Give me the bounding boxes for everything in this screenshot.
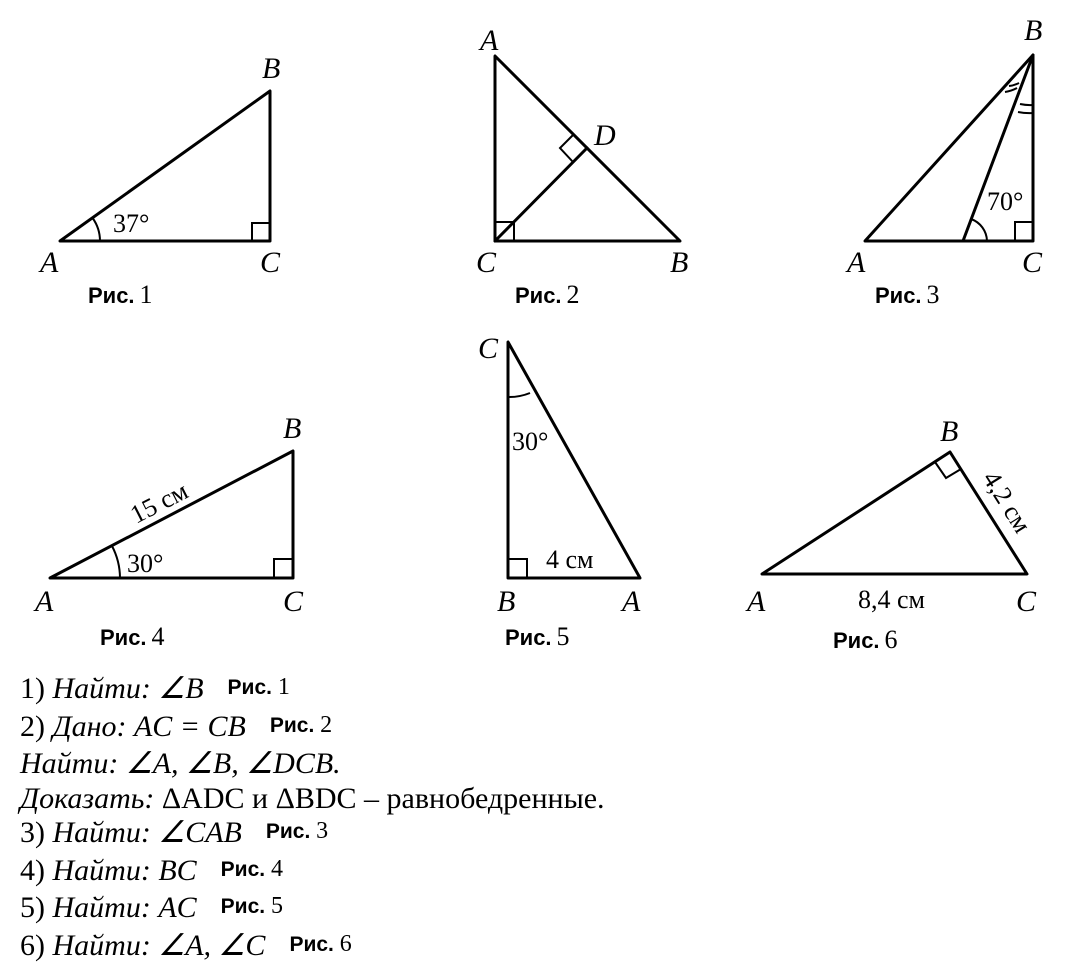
angle-arc — [112, 546, 120, 578]
figure-reference: Рис. 2 — [269, 711, 333, 738]
angle-arc-double — [1005, 88, 1017, 92]
side-label: 4 см — [546, 545, 594, 574]
vertex-label-a: A — [622, 585, 641, 618]
triangle-5 — [508, 342, 640, 578]
task-text-rest: ΔADC и ΔBDC – равнобедренные. — [161, 781, 605, 815]
figure-reference: Рис. 4 — [220, 855, 283, 882]
angle-arc-double — [1020, 104, 1033, 105]
vertex-label-b: B — [670, 246, 689, 279]
figure-reference: Рис. 3 — [265, 818, 329, 844]
task-number: 1) — [20, 672, 53, 705]
vertex-label-a: A — [847, 246, 866, 279]
angle-label: 37° — [113, 209, 150, 238]
vertex-label-c: C — [1022, 246, 1043, 279]
task-text: Найти: ∠CAB — [52, 816, 242, 849]
right-angle-mark — [252, 223, 270, 241]
angle-label: 30° — [512, 427, 549, 456]
figure-6 — [745, 415, 1037, 654]
right-angle-mark — [508, 559, 527, 578]
figure-4 — [33, 412, 304, 651]
figure-3 — [845, 14, 1043, 309]
task-text: Найти: ∠B — [52, 672, 204, 705]
side-label: 8,4 см — [858, 585, 925, 614]
vertex-label-b: B — [497, 585, 516, 618]
task-number: 3) — [20, 816, 53, 849]
figure-caption: Рис. 1 — [88, 280, 153, 309]
figure-reference: Рис. 5 — [220, 893, 283, 919]
figure-caption: Рис. 3 — [875, 280, 940, 309]
figure-2 — [476, 24, 688, 309]
right-angle-mark — [560, 134, 574, 162]
angle-label: 70° — [987, 187, 1024, 216]
vertex-label-a: A — [40, 246, 59, 279]
altitude-cd — [495, 148, 587, 241]
vertex-label-b: B — [940, 415, 959, 448]
vertex-label-b: B — [283, 412, 302, 445]
figure-caption: Рис. 6 — [833, 625, 898, 654]
vertex-label-c: C — [476, 246, 497, 279]
side-label: 4,2 см — [976, 465, 1038, 538]
task-number: 4) — [20, 853, 53, 887]
task-line — [20, 782, 1060, 817]
figure-caption: Рис. 5 — [505, 622, 570, 651]
figure-1 — [38, 52, 281, 309]
task-text: Найти: ∠A, ∠C — [52, 928, 266, 962]
triangle-6 — [762, 452, 1027, 574]
task-line — [20, 816, 1060, 854]
triangle-4 — [50, 451, 293, 578]
task-line — [20, 672, 1060, 710]
task-list — [20, 672, 1060, 966]
angle-arc-double — [1009, 83, 1019, 86]
task-line — [20, 891, 1060, 929]
figure-reference: Рис. 6 — [289, 930, 352, 957]
vertex-label-b: B — [1024, 14, 1043, 47]
task-line — [20, 854, 1060, 892]
task-line — [20, 929, 1060, 967]
task-text: Найти: ∠A, ∠B, ∠DCB. — [20, 747, 341, 780]
angle-label: 30° — [127, 549, 164, 578]
task-line — [20, 710, 1060, 748]
task-number: 2) — [20, 709, 53, 743]
task-number: 5) — [20, 891, 53, 924]
task-text: Доказать: — [20, 781, 162, 815]
triangle-1 — [60, 91, 270, 241]
right-angle-mark — [1015, 222, 1033, 241]
task-number: 6) — [20, 928, 53, 962]
vertex-label-a: A — [35, 585, 54, 618]
angle-arc — [93, 218, 100, 241]
side-label: 15 см — [125, 476, 193, 530]
figure-reference: Рис. 1 — [227, 674, 290, 700]
vertex-label-c: C — [260, 246, 281, 279]
vertex-label-d: D — [594, 119, 616, 152]
angle-arc-double — [1018, 112, 1033, 113]
figure-caption: Рис. 2 — [515, 280, 580, 309]
vertex-label-a: A — [480, 24, 499, 57]
vertex-label-c: C — [478, 332, 499, 365]
task-line — [20, 747, 1060, 782]
task-text: Найти: AC — [52, 891, 197, 924]
angle-arc — [971, 219, 987, 241]
right-angle-mark — [274, 559, 293, 578]
angle-arc — [508, 393, 530, 397]
vertex-label-a: A — [747, 585, 766, 618]
vertex-label-c: C — [1016, 585, 1037, 618]
task-text: Дано: AC = CB — [52, 709, 246, 743]
figure-caption: Рис. 4 — [100, 622, 165, 651]
task-text: Найти: BC — [52, 853, 197, 887]
vertex-label-b: B — [262, 52, 281, 85]
figure-5 — [478, 332, 641, 651]
vertex-label-c: C — [283, 585, 304, 618]
